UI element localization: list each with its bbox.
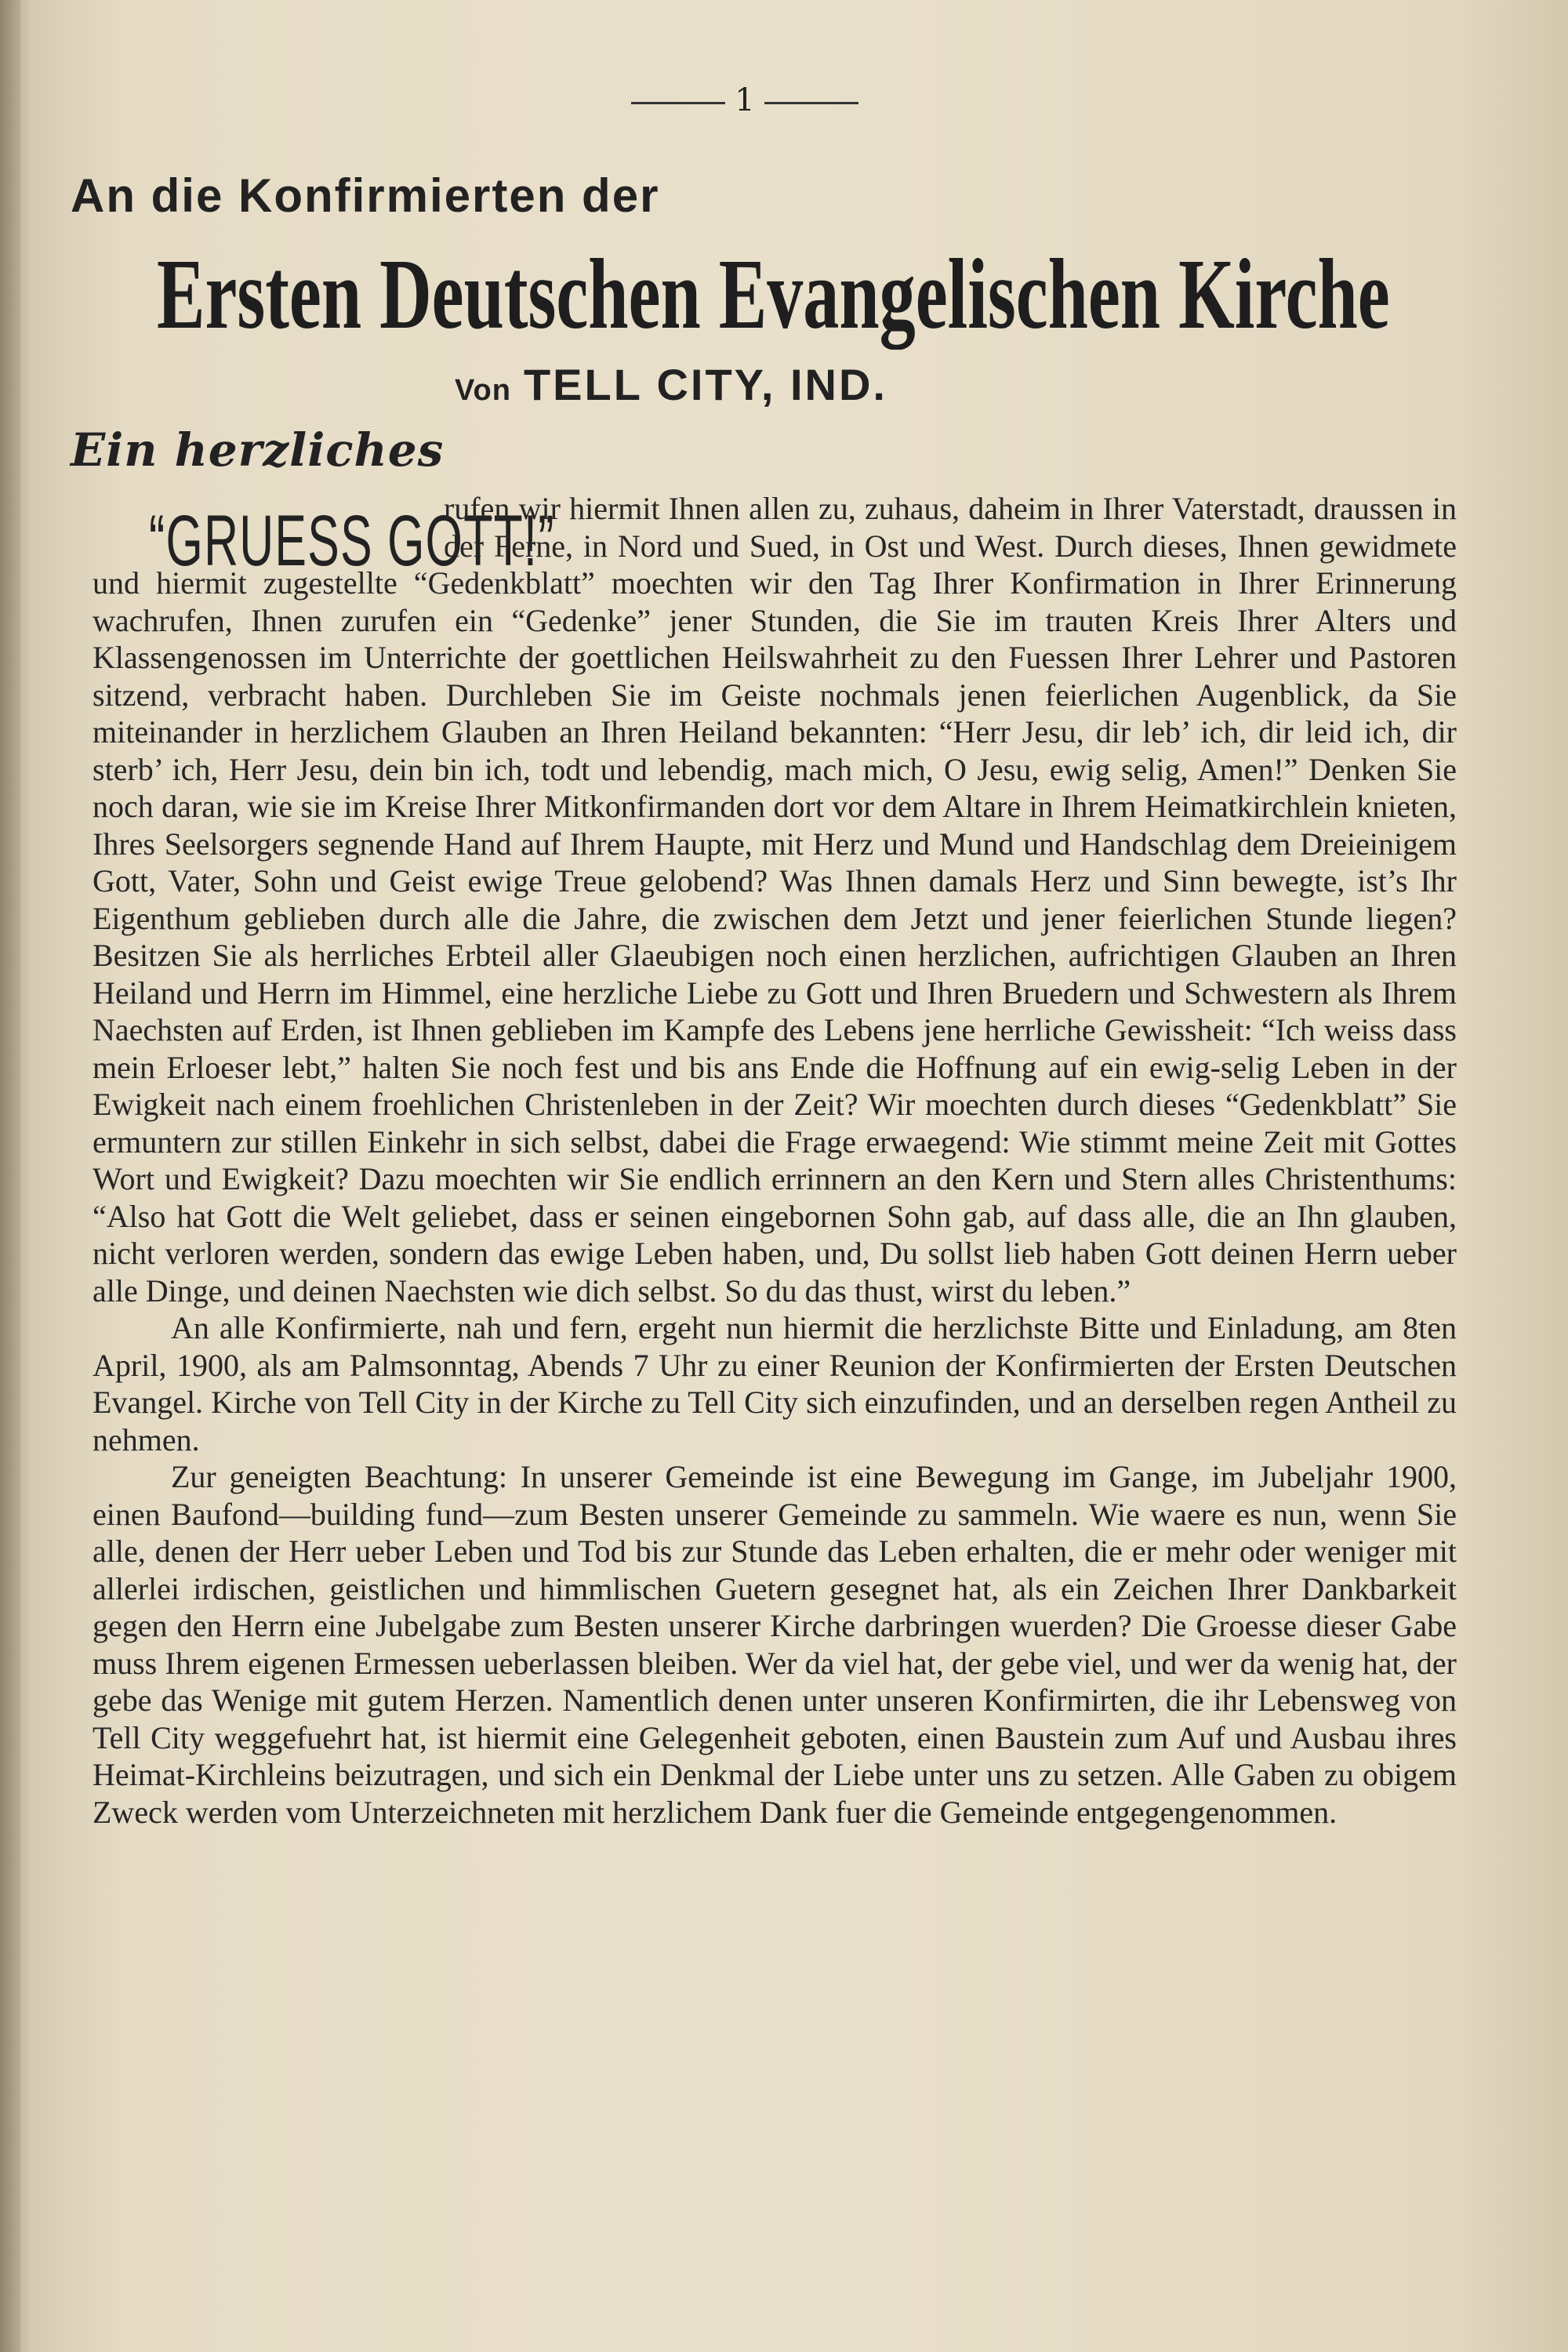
- heading-church-name: Ersten Deutschen Evangelischen Kirche: [157, 238, 1390, 350]
- page-number: [0, 82, 1490, 118]
- heading-place: [455, 359, 887, 410]
- display-words-spacer: [93, 490, 444, 561]
- heading-place-name: TELL CITY, IND.: [523, 360, 887, 409]
- gruess-gott-display: “GRUESS GOTT!”: [149, 501, 555, 581]
- paragraph-2: An alle Konfirmierte, nah und fern, ergeht nun hiermit die herzlichste Bitte und Einladung, am 8ten April, 1900, als am Palmsonntag, Abends 7 Uhr zu einer Reunion der Konfirmierten der Ersten Deutschen Evangel. Kirche von Tell City in der Kirche zu Tell City sich einzufinden, und an derselben regen Antheil zu nehmen.: [93, 1310, 1457, 1457]
- letter-body: [93, 490, 1457, 1831]
- paragraph-1: rufen wir hiermit Ihnen allen zu, zuhaus, daheim in Ihrer Vaterstadt, draussen in der Ferne, in Nord und Sued, in Ost und West. Durch dieses, Ihnen gewidmete und hiermit zugestellte “Gedenkblatt” moechten wir den Tag Ihrer Konfirmation in Ihrer Erinnerung wachrufen, Ihnen zurufen ein “Gedenke” jener Stunden, die Sie im trauten Kreis Ihrer Alters und Klassengenossen im Unterrichte der goettlichen Heilswahrheit zu den Fuessen Ihrer Lehrer und Pastoren sitzend, verbracht haben. Durchleben Sie im Geiste nochmals jenen feierlichen Augenblick, da Sie miteinander in herzlichem Glauben an Ihren Heiland bekannten: “Herr Jesu, dir leb’ ich, dir leid ich, dir sterb’ ich, Herr Jesu, dein bin ich, todt und lebendig, mach mich, O Jesu, ewig selig, Amen!” Denken Sie noch daran, wie sie im Kreise Ihrer Mitkonfirmanden dort vor dem Altare in Ihrem Heimatkirchlein knieten, Ihres Seelsorgers segnende Hand auf Ihrem Haupte, mit Herz und Mund und Handschlag dem Dreieinigem Gott, Vater, Sohn und Geist ewige Treue gelobend? Was Ihnen damals Herz und Sinn bewegte, ist’s Ihr Eigenthum geblieben durch alle die Jahre, die zwischen dem Jetzt und jener feierlichen Stunde liegen? Besitzen Sie als herrliches Erbteil aller Glaeubigen noch einen herzlichen, aufrichtigen Glauben an Ihren Heiland und Herrn im Himmel, eine herzliche Liebe zu Gott und Ihren Bruedern und Schwestern als Ihrem Naechsten auf Erden, ist Ihnen geblieben im Kampfe des Lebens jene herrliche Gewissheit: “Ich weiss dass mein Erloeser lebt,” halten Sie noch fest und bis ans Ende die Hoffnung auf ein ewig-selig Leben in der Ewigkeit nach einem froehlichen Christenleben in der Zeit? Wir moechten durch dieses “Gedenkblatt” Sie ermuntern zur stillen Einkehr in sich selbst, dabei die Frage erwaegend: Wie stimmt meine Zeit mit Gottes Wort und Ewigkeit? Dazu moechten wir Sie endlich errinnern an den Kern und Stern alles Christenthums: “Also hat Gott die Welt geliebet, dass er seinen eingebornen Sohn gab, auf dass alle, die an Ihn glauben, nicht verloren werden, sondern das ewige Leben haben, und, Du sollst lieb haben Gott deinen Herrn ueber alle Dinge, und deinen Naechsten wie dich selbst. So du das thust, wirst du leben.”: [93, 491, 1457, 1308]
- heading-line-1: An die Konfirmierten der: [71, 169, 660, 222]
- heading-von: Von: [455, 374, 511, 407]
- page-binding-edge: [0, 0, 20, 2352]
- paragraph-3: Zur geneigten Beachtung: In unserer Gemeinde ist eine Bewegung im Gange, im Jubeljahr 1900, einen Baufond—building fund—zum Besten unserer Gemeinde zu sammeln. Wie waere es nun, wenn Sie alle, denen der Herr ueber Leben und Tod bis zur Stunde das Leben erhalten, die er mehr oder weniger mit allerlei irdischen, geistlichen und himmlischen Guetern gesegnet hat, als ein Zeichen Ihrer Dankbarkeit gegen den Herrn eine Jubelgabe zum Besten unserer Kirche darbringen wuerden? Die Groesse dieser Gabe muss Ihrem eigenen Ermessen ueberlassen bleiben. Wer da viel hat, der gebe viel, und wer da wenig hat, der gebe das Wenige mit gutem Herzen. Namentlich denen unter unseren Konfirmirten, die ihr Lebensweg von Tell City weggefuehrt hat, ist hiermit eine Gelegenheit geboten, einen Baustein zum Auf und Ausbau ihres Heimat-Kirchleins beizutragen, und sich ein Denkmal der Liebe unter uns zu setzen. Alle Gaben zu obigem Zweck werden vom Unterzeichneten mit herzlichem Dank fuer die Gemeinde entgegengenommen.: [93, 1459, 1457, 1830]
- page-number-value: 1: [735, 82, 755, 118]
- greeting-heading: Ein herzliches: [71, 423, 445, 477]
- page-number-rule-right: [764, 102, 858, 104]
- page-number-rule-left: [631, 102, 725, 104]
